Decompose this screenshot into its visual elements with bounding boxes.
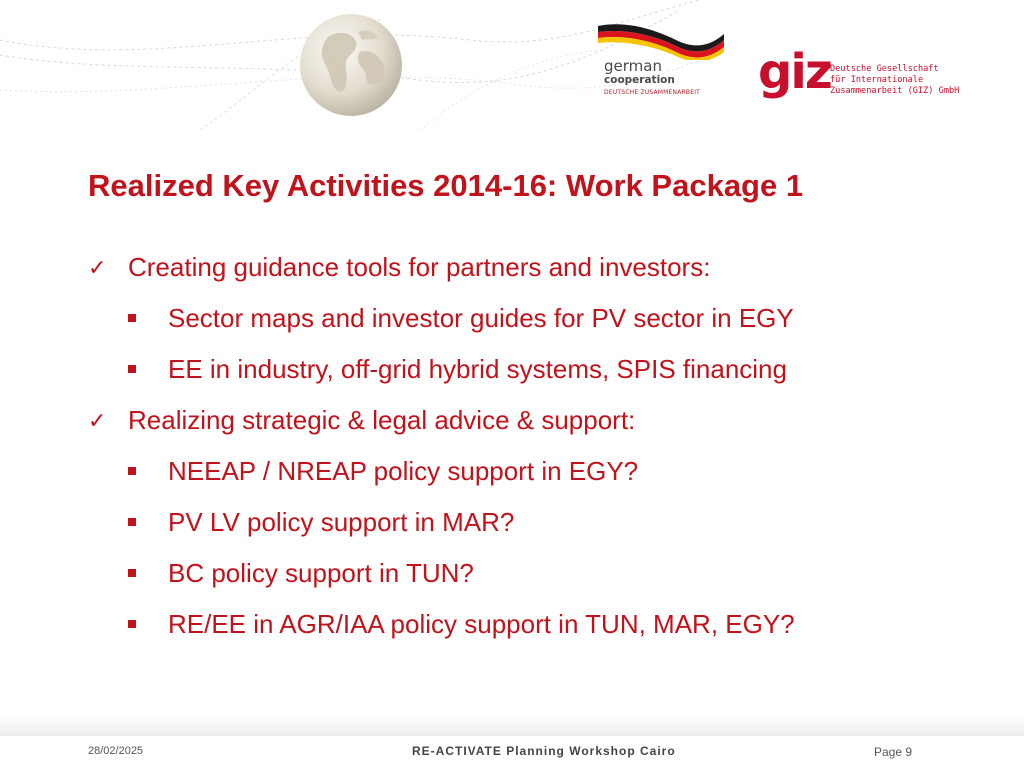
giz-caption-line: für Internationale	[830, 75, 924, 85]
globe-icon	[298, 12, 404, 118]
logo-text-german: german	[604, 57, 662, 75]
bullet-text: EE in industry, off-grid hybrid systems, SPIS financing	[168, 354, 787, 384]
checkmark-icon: ✓	[88, 256, 107, 281]
german-flag-swoosh-icon	[596, 20, 726, 60]
giz-caption-line: Deutsche Gesellschaft	[830, 64, 939, 74]
bullet-text: Sector maps and investor guides for PV sector in EGY	[168, 303, 794, 333]
giz-wordmark: giz	[758, 44, 831, 100]
bullet-text: Creating guidance tools for partners and investors:	[128, 252, 711, 282]
checkmark-icon: ✓	[88, 409, 107, 434]
footer-event-title: RE-ACTIVATE Planning Workshop Cairo	[412, 744, 676, 758]
bullet-text: PV LV policy support in MAR?	[168, 507, 515, 537]
giz-caption-line: Zusammenarbeit (GIZ) GmbH	[830, 86, 960, 96]
logo-text-cooperation: cooperation	[604, 74, 675, 86]
slide-title: Realized Key Activities 2014-16: Work Package 1	[88, 168, 804, 203]
footer-shadow	[0, 716, 1024, 736]
square-bullet-icon	[128, 467, 136, 475]
giz-logo	[758, 44, 960, 106]
bullet-text: RE/EE in AGR/IAA policy support in TUN, MAR, EGY?	[168, 609, 795, 639]
bullet-text: BC policy support in TUN?	[168, 558, 474, 588]
giz-caption	[830, 64, 959, 97]
square-bullet-icon	[128, 314, 136, 322]
bullet-text: Realizing strategic & legal advice & support:	[128, 405, 636, 435]
footer-page-number: Page 9	[874, 745, 913, 759]
logo-text-deutsche-zusammenarbeit: DEUTSCHE ZUSAMMENARBEIT	[604, 89, 701, 96]
footer-date: 28/02/2025	[88, 745, 144, 757]
bullet-text: NEEAP / NREAP policy support in EGY?	[168, 456, 639, 486]
square-bullet-icon	[128, 620, 136, 628]
square-bullet-icon	[128, 569, 136, 577]
square-bullet-icon	[128, 365, 136, 373]
german-cooperation-logo	[596, 20, 726, 100]
square-bullet-icon	[128, 518, 136, 526]
slide-header	[0, 0, 1024, 130]
